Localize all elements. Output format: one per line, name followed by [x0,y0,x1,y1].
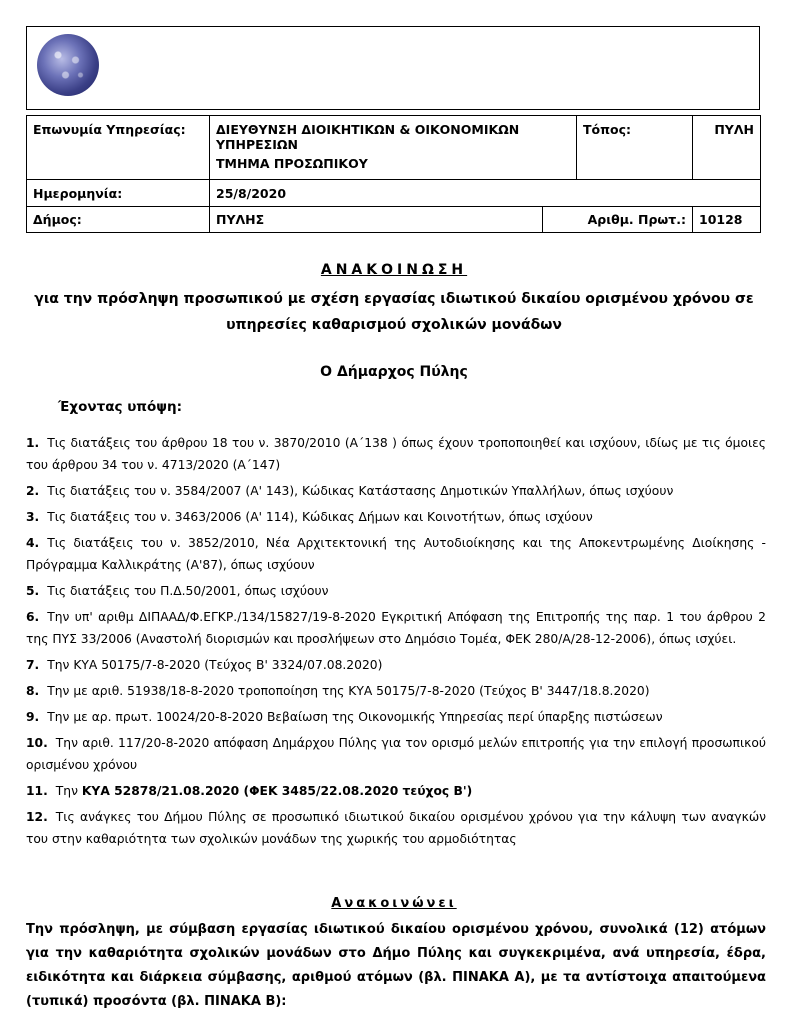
having-in-mind-heading: Έχοντας υπόψη: [58,399,182,415]
protocol-value: 10128 [693,206,761,232]
document-subtitle [0,286,788,338]
list-item: 11. Την ΚΥΑ 52878/21.08.2020 (ΦΕΚ 3485/22.08.2020 τεύχος Β') [26,784,473,798]
municipality-label: Δήμος: [27,206,210,232]
list-item: 12. Τις ανάγκες του Δήμου Πύλης σε προσωπικό ιδιωτικού δικαίου ορισμένου χρόνου για την κάλυψη των αναγκών του στην καθαριότητα των σχολικών μονάδων της χωρικής του αρμοδιότητας [26,810,766,846]
protocol-label: Αριθμ. Πρωτ.: [543,206,693,232]
mayor-heading: Ο Δήμαρχος Πύλης [320,364,468,380]
service-label: Επωνυμία Υπηρεσίας: [27,116,210,153]
service-value-line1: ΔΙΕΥΘΥΝΣΗ ΔΙΟΙΚΗΤΙΚΩΝ & ΟΙΚΟΝΟΜΙΚΩΝ ΥΠΗΡΕΣΙΩΝ [210,116,577,153]
list-item: 6. Την υπ' αριθμ ΔΙΠΑΑΔ/Φ.ΕΓΚΡ./134/15827/19-8-2020 Εγκριτική Απόφαση της Επιτροπής της παρ. 1 του άρθρου 2 της ΠΥΣ 33/2006 (Αναστολή διορισμών και προσλήψεων στο Δημόσιο Τομέα, ΦΕΚ 280/Α/28-12-2006), όπως ισχύει. [26,610,766,646]
announces-heading: Ανακοινώνει [331,896,457,911]
header-table [26,115,761,233]
list-item: 8. Την με αριθ. 51938/18-8-2020 τροποποίηση της ΚΥΑ 50175/7-8-2020 (Τεύχος Β' 3447/18.8.2020) [26,684,650,698]
place-label: Τόπος: [577,116,693,153]
date-label: Ημερομηνία: [27,179,210,206]
municipality-seal-icon [37,34,99,96]
final-paragraph: Την πρόσληψη, με σύμβαση εργασίας ιδιωτικού δικαίου ορισμένου χρόνου, συνολικά (12) ατόμων για την καθαριότητα σχολικών μονάδων στο Δήμο Πύλης και συγκεκριμένα, ανά υπηρεσία, έδρα, ειδικότητα και διάρκεια σύμβασης, αριθμού ατόμων (βλ. ΠΙΝΑΚΑ Α), με τα αντίστοιχα απαιτούμενα (τυπικά) προσόντα (βλ. ΠΙΝΑΚΑ Β): [26,922,766,1009]
list-item: 10. Την αριθ. 117/20-8-2020 απόφαση Δημάρχου Πύλης για τον ορισμό μελών επιτροπής για την επιλογή προσωπικού ορισμένου χρόνου [26,736,766,772]
list-item: 9. Την με αρ. πρωτ. 10024/20-8-2020 Βεβαίωση της Οικονομικής Υπηρεσίας περί ύπαρξης πιστώσεων [26,710,663,724]
list-item: 2. Τις διατάξεις του ν. 3584/2007 (Α' 143), Κώδικας Κατάστασης Δημοτικών Υπαλλήλων, όπως ισχύουν [26,484,674,498]
subtitle-line-1: για την πρόσληψη προσωπικού με σχέση εργασίας ιδιωτικού δικαίου ορισμένου χρόνου σε [34,291,754,307]
date-value: 25/8/2020 [210,179,761,206]
subtitle-line-2: υπηρεσίες καθαρισμού σχολικών μονάδων [226,317,562,333]
list-item: 3. Τις διατάξεις του ν. 3463/2006 (Α' 114), Κώδικας Δήμων και Κοινοτήτων, όπως ισχύουν [26,510,593,524]
list-item: 1. Τις διατάξεις του άρθρου 18 του ν. 3870/2010 (Α΄138 ) όπως έχουν τροποποιηθεί και ισχύουν, ιδίως με τις όμοιες του άρθρου 34 του ν. 4713/2020 (Α΄147) [26,436,766,472]
list-item: 7. Την ΚΥΑ 50175/7-8-2020 (Τεύχος Β' 3324/07.08.2020) [26,658,383,672]
document-title: ΑΝΑΚΟΙΝΩΣΗ [320,262,468,278]
municipality-value: ΠΥΛΗΣ [210,206,543,232]
place-value: ΠΥΛΗ [693,116,761,153]
considerations-list [26,432,766,854]
service-value-line2: ΤΜΗΜΑ ΠΡΟΣΩΠΙΚΟΥ [210,152,577,179]
list-item: 5. Τις διατάξεις του Π.Δ.50/2001, όπως ισχύουν [26,584,329,598]
list-item: 4. Τις διατάξεις του ν. 3852/2010, Νέα Αρχιτεκτονική της Αυτοδιοίκησης και της Αποκεντρωμένης Διοίκησης - Πρόγραμμα Καλλικράτης (Α'87), όπως ισχύουν [26,536,766,572]
logo-box [26,26,760,110]
